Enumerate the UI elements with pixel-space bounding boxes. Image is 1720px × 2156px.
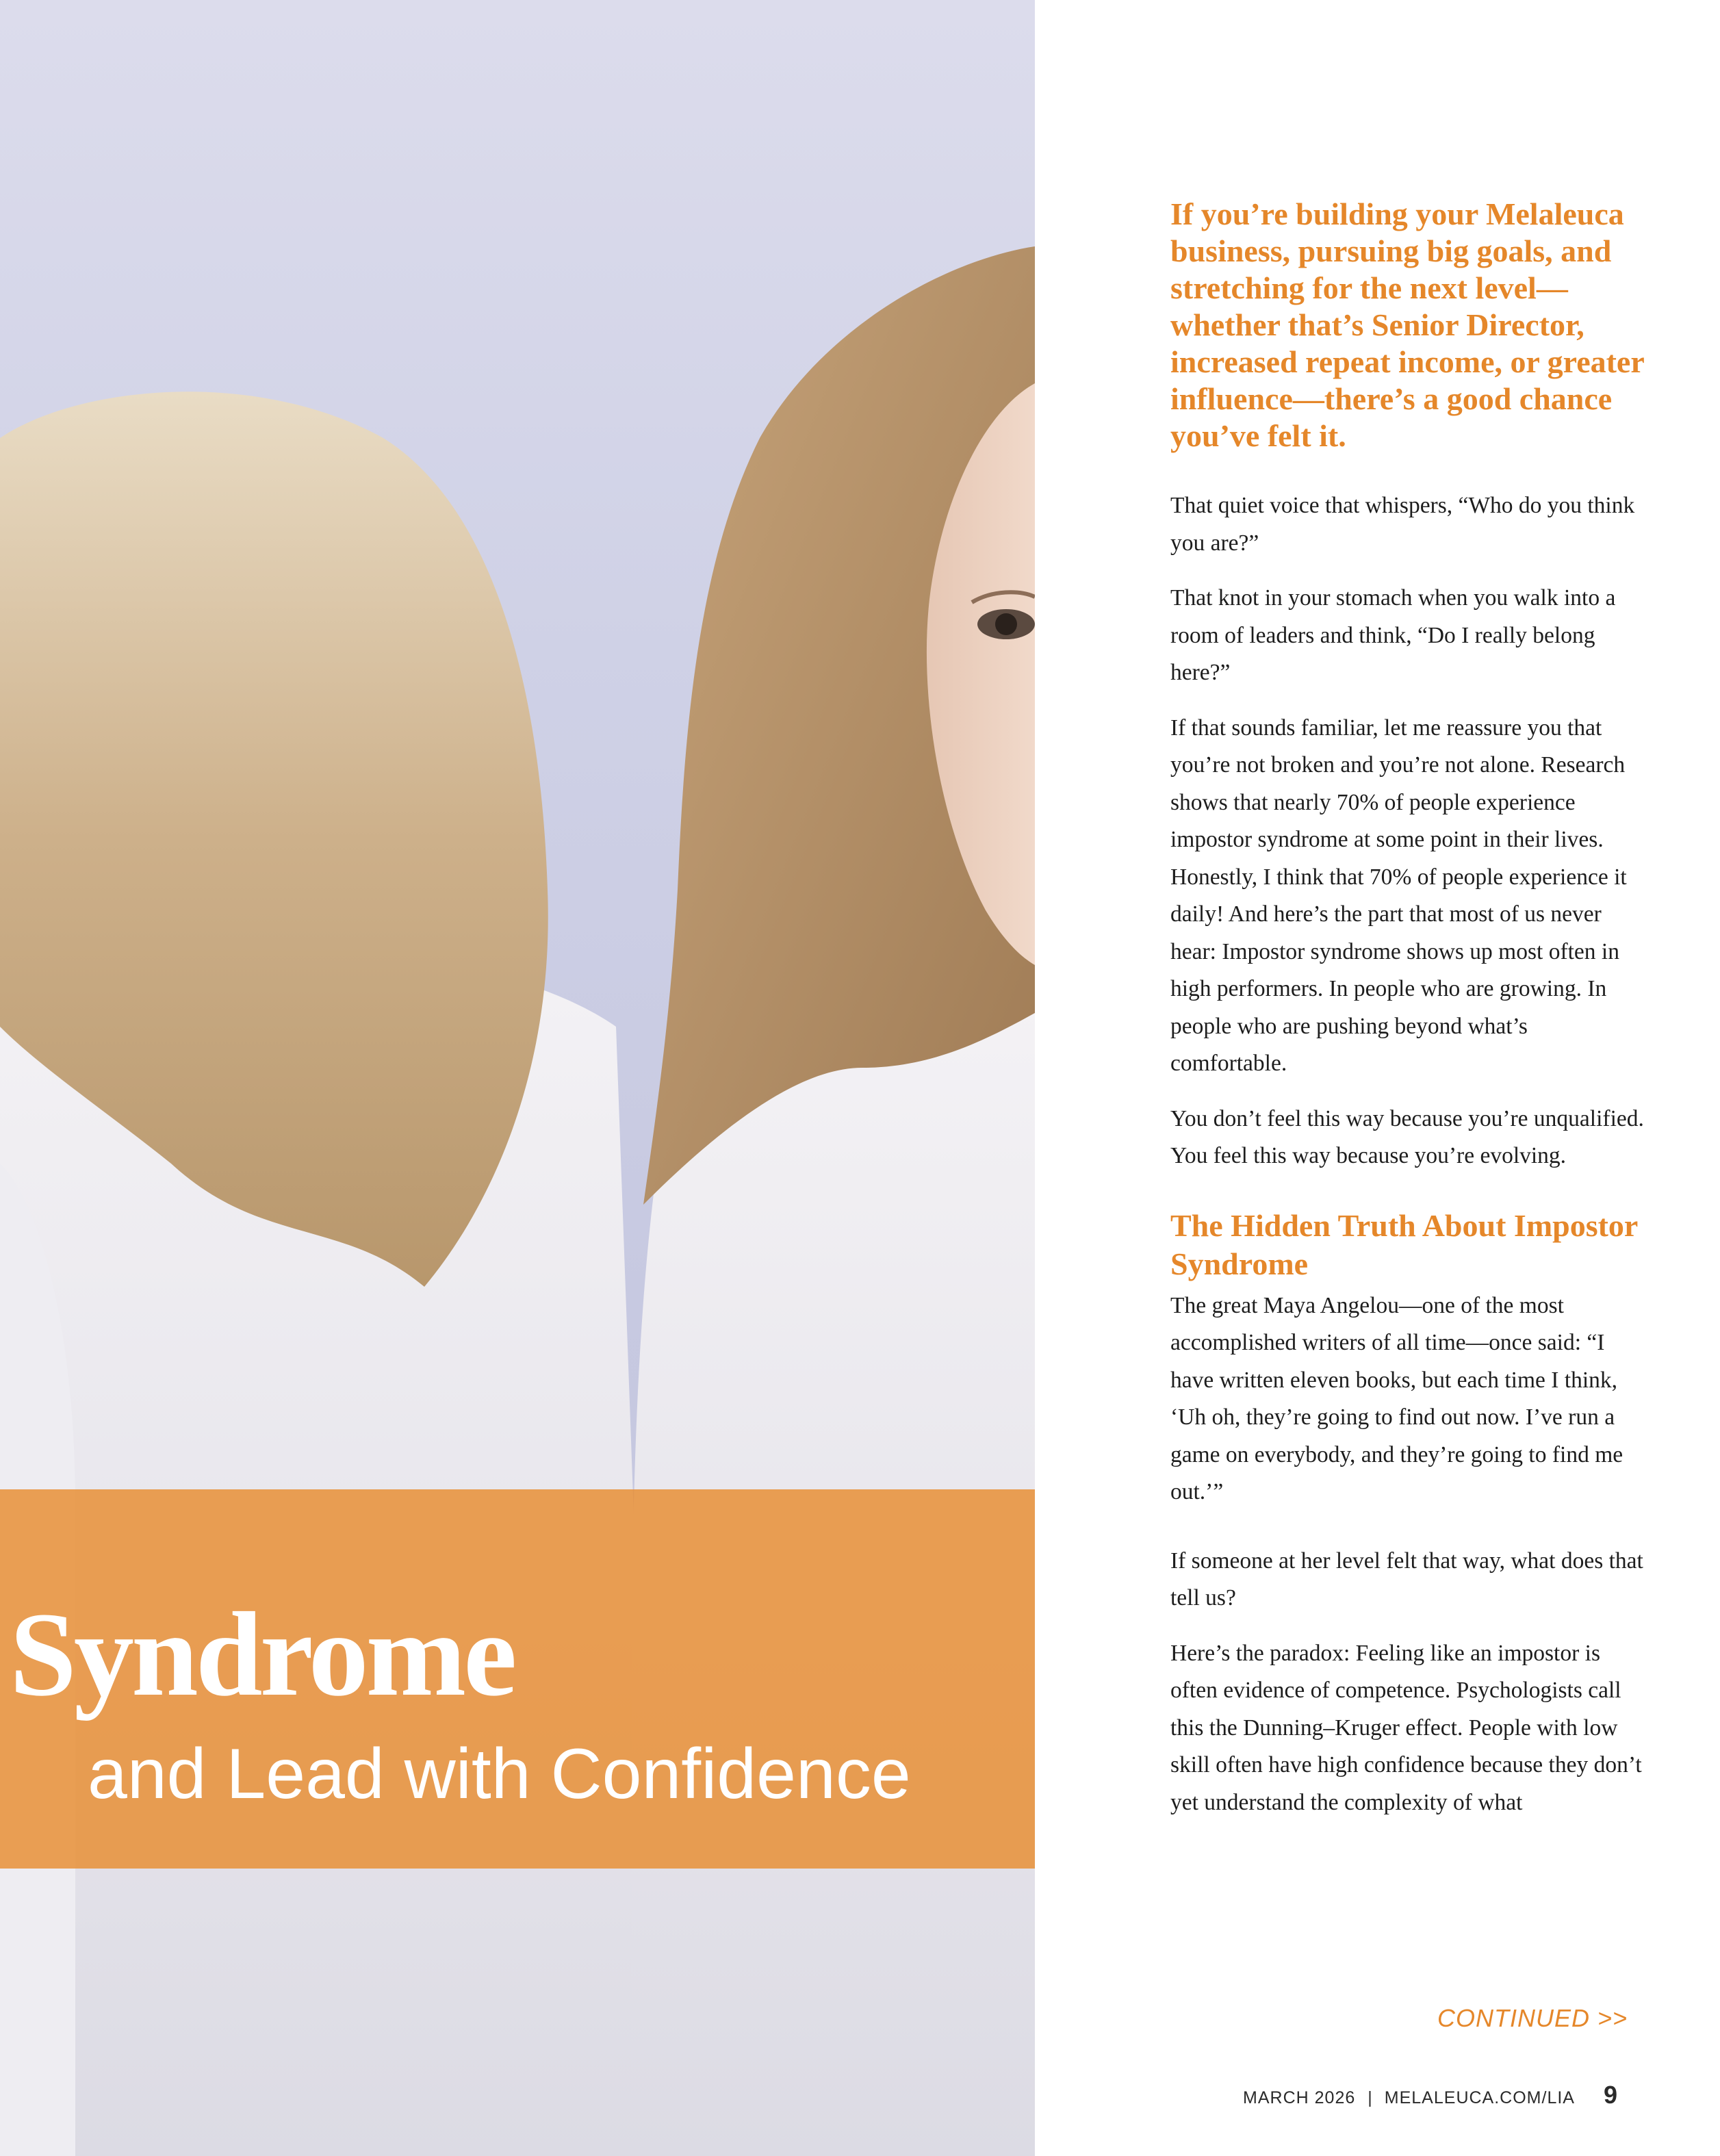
article-paragraph: If someone at her level felt that way, what does that tell us? [1170,1548,1643,1610]
issue-date: MARCH 2026 [1243,2088,1356,2107]
article-paragraph: The great Maya Angelou—one of the most accomplished writers of all time—once said: “I have written eleven books, but each time I think, ‘Uh oh, they’re going to find out now. I’ve run a game on everybody, and they’re going to find me out.’” [1170,1292,1623,1504]
footer-separator: | [1368,2088,1372,2107]
article-paragraph: If that sounds familiar, let me reassure you that you’re not broken and you’re not alone. Research shows that nearly 70% of people experience impostor syndrome at some point in their lives. Honestly, I think that 70% of people experience it daily! And here’s the part that most of us never hear: Impostor syndrome shows up most often in high performers. In people who are growing. In people who are pushing beyond what’s comfortable. [1170,715,1627,1076]
article-paragraph: Here’s the paradox: Feeling like an impostor is often evidence of competence. Psychologists call this the Dunning–Kruger effect. People with low skill often have high confidence because they don’t yet understand the complexity of what [1170,1640,1642,1815]
page-footer [1243,2081,1617,2109]
headline-title: Syndrome [10,1588,515,1721]
continued-link[interactable]: CONTINUED >> [1437,2004,1628,2032]
article-paragraph: That knot in your stomach when you walk into a room of leaders and think, “Do I really belong here?” [1170,585,1616,685]
article-column [1170,196,1650,1839]
section-heading: The Hidden Truth About Impostor Syndrome [1170,1207,1638,1281]
site-url[interactable]: MELALEUCA.COM/LIA [1384,2088,1575,2107]
article-lede: If you’re building your Melaleuca business, pursuing big goals, and stretching for the next level—whether that’s Senior Director, increased repeat income, or greater influence—there’s a good chance you’ve felt it. [1170,196,1644,453]
article-paragraph: That quiet voice that whispers, “Who do you think you are?” [1170,493,1635,556]
page-number: 9 [1603,2081,1617,2109]
article-paragraph: You don’t feel this way because you’re unqualified. You feel this way because you’re evolving. [1170,1105,1644,1168]
headline-subtitle: and Lead with Confidence [88,1734,911,1814]
